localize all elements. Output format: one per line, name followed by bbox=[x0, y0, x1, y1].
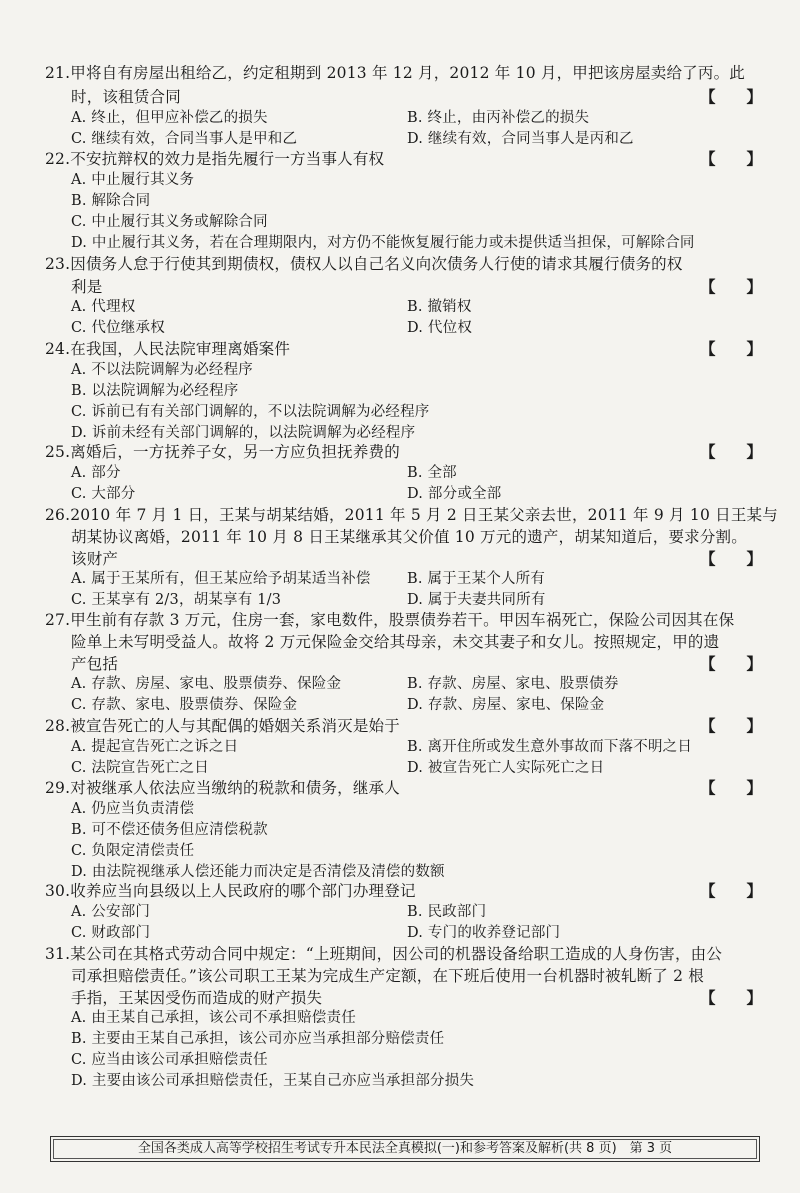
option-d: D. 属于夫妻共同所有 bbox=[407, 592, 546, 608]
option-c: C. 诉前已有有关部门调解的，不以法院调解为必经程序 bbox=[71, 404, 430, 420]
question-stem: 险单上未写明受益人。故将 2 万元保险金交给其母亲，未交其妻子和女儿。按照规定，甲的遗 bbox=[71, 633, 720, 651]
option-b: B. 可不偿还债务但应清偿税款 bbox=[71, 822, 268, 838]
option-b: B. 终止，由丙补偿乙的损失 bbox=[407, 110, 590, 126]
answer-bracket: 【 】 bbox=[700, 277, 763, 296]
answer-bracket: 【 】 bbox=[700, 881, 763, 900]
option-b: B. 撤销权 bbox=[407, 299, 472, 315]
option-b: B. 民政部门 bbox=[407, 904, 487, 920]
option-c: C. 中止履行其义务或解除合同 bbox=[71, 214, 268, 230]
option-d: D. 存款、房屋、家电、保险金 bbox=[407, 697, 605, 713]
page-footer: 全国各类成人高等学校招生考试专升本民法全真模拟(一)和参考答案及解析(共 8 页) 第 3 页 bbox=[137, 1141, 673, 1156]
option-c: C. 继续有效，合同当事人是甲和乙 bbox=[71, 131, 298, 147]
answer-bracket: 【 】 bbox=[700, 716, 763, 735]
answer-bracket: 【 】 bbox=[700, 87, 763, 106]
option-d: D. 部分或全部 bbox=[407, 486, 502, 502]
question-stem: 23.因债务人怠于行使其到期债权，债权人以自己名义向次债务人行使的请求其履行债务的权 bbox=[45, 255, 683, 273]
option-c: C. 存款、家电、股票债券、保险金 bbox=[71, 697, 298, 713]
question-stem: 该财产 bbox=[71, 550, 119, 568]
question-stem: 30.收养应当向县级以上人民政府的哪个部门办理登记 bbox=[45, 882, 416, 900]
answer-bracket: 【 】 bbox=[700, 149, 763, 168]
question-stem: 28.被宣告死亡的人与其配偶的婚姻关系消灭是始于 bbox=[45, 717, 400, 735]
option-d: D. 代位权 bbox=[407, 320, 473, 336]
answer-bracket: 【 】 bbox=[700, 778, 763, 797]
option-a: A. 公安部门 bbox=[71, 904, 151, 920]
question-stem: 手指，王某因受伤而造成的财产损失 bbox=[71, 989, 323, 1007]
option-a: A. 仍应当负责清偿 bbox=[71, 801, 195, 817]
option-d: D. 中止履行其义务，若在合理期限内，对方仍不能恢复履行能力或未提供适当担保，可解除合同 bbox=[71, 235, 695, 251]
option-c: C. 代位继承权 bbox=[71, 320, 165, 336]
option-a: A. 不以法院调解为必经程序 bbox=[71, 362, 253, 378]
option-c: C. 负限定清偿责任 bbox=[71, 843, 195, 859]
question-stem: 29.对被继承人依法应当缴纳的税款和债务，继承人 bbox=[45, 779, 400, 797]
question-stem: 利是 bbox=[71, 278, 103, 296]
option-d: D. 诉前未经有关部门调解的，以法院调解为必经程序 bbox=[71, 425, 416, 441]
question-stem: 21.甲将自有房屋出租给乙，约定租期到 2013 年 12 月，2012 年 10 月，甲把该房屋卖给了丙。此 bbox=[45, 64, 745, 82]
option-b: B. 以法院调解为必经程序 bbox=[71, 383, 239, 399]
question-stem: 胡某协议离婚，2011 年 10 月 8 日王某继承其父价值 10 万元的遗产，胡某知道后，要求分割。 bbox=[71, 528, 747, 546]
answer-bracket: 【 】 bbox=[700, 549, 763, 568]
question-stem: 产包括 bbox=[71, 655, 119, 673]
option-b: B. 离开住所或发生意外事故而下落不明之日 bbox=[407, 739, 693, 755]
option-a: A. 终止，但甲应补偿乙的损失 bbox=[71, 110, 268, 126]
answer-bracket: 【 】 bbox=[700, 988, 763, 1007]
question-stem: 24.在我国，人民法院审理离婚案件 bbox=[45, 340, 291, 358]
option-a: A. 由王某自己承担，该公司不承担赔偿责任 bbox=[71, 1010, 356, 1026]
answer-bracket: 【 】 bbox=[700, 339, 763, 358]
question-stem: 27.甲生前有存款 3 万元，住房一套，家电数件，股票债券若干。甲因车祸死亡，保险公司因其在保 bbox=[45, 611, 735, 629]
option-c: C. 法院宣告死亡之日 bbox=[71, 760, 209, 776]
question-stem: 22.不安抗辩权的效力是指先履行一方当事人有权 bbox=[45, 150, 385, 168]
question-stem: 时，该租赁合同 bbox=[71, 88, 181, 106]
option-a: A. 提起宣告死亡之诉之日 bbox=[71, 739, 239, 755]
option-a: A. 存款、房屋、家电、股票债券、保险金 bbox=[71, 676, 342, 692]
option-d: D. 专门的收养登记部门 bbox=[407, 925, 561, 941]
option-c: C. 大部分 bbox=[71, 486, 136, 502]
answer-bracket: 【 】 bbox=[700, 654, 763, 673]
option-d: D. 被宣告死亡人实际死亡之日 bbox=[407, 760, 605, 776]
option-c: C. 财政部门 bbox=[71, 925, 151, 941]
question-stem: 司承担赔偿责任。”该公司职工王某为完成生产定额，在下班后使用一台机器时被轧断了 2 根 bbox=[71, 967, 704, 985]
question-stem: 31.某公司在其格式劳动合同中规定：“上班期间，因公司的机器设备给职工造成的人身伤害，由公 bbox=[45, 945, 723, 963]
option-a: A. 中止履行其义务 bbox=[71, 172, 195, 188]
question-stem: 25.离婚后，一方抚养子女，另一方应负担抚养费的 bbox=[45, 443, 400, 461]
option-a: A. 属于王某所有，但王某应给予胡某适当补偿 bbox=[71, 571, 371, 587]
option-b: B. 存款、房屋、家电、股票债券 bbox=[407, 676, 619, 692]
option-b: B. 解除合同 bbox=[71, 193, 151, 209]
option-b: B. 属于王某个人所有 bbox=[407, 571, 546, 587]
question-stem: 26.2010 年 7 月 1 日，王某与胡某结婚，2011 年 5 月 2 日王某父亲去世，2011 年 9 月 10 日王某与 bbox=[45, 506, 778, 524]
answer-bracket: 【 】 bbox=[700, 442, 763, 461]
option-c: C. 王某享有 2/3，胡某享有 1/3 bbox=[71, 592, 282, 608]
option-a: A. 代理权 bbox=[71, 299, 136, 315]
option-b: B. 全部 bbox=[407, 465, 457, 481]
option-a: A. 部分 bbox=[71, 465, 121, 481]
option-d: D. 主要由该公司承担赔偿责任，王某自己亦应当承担部分损失 bbox=[71, 1073, 475, 1089]
option-b: B. 主要由王某自己承担，该公司亦应当承担部分赔偿责任 bbox=[71, 1031, 445, 1047]
option-d: D. 由法院视继承人偿还能力而决定是否清偿及清偿的数额 bbox=[71, 864, 445, 880]
option-d: D. 继续有效，合同当事人是丙和乙 bbox=[407, 131, 634, 147]
option-c: C. 应当由该公司承担赔偿责任 bbox=[71, 1052, 268, 1068]
